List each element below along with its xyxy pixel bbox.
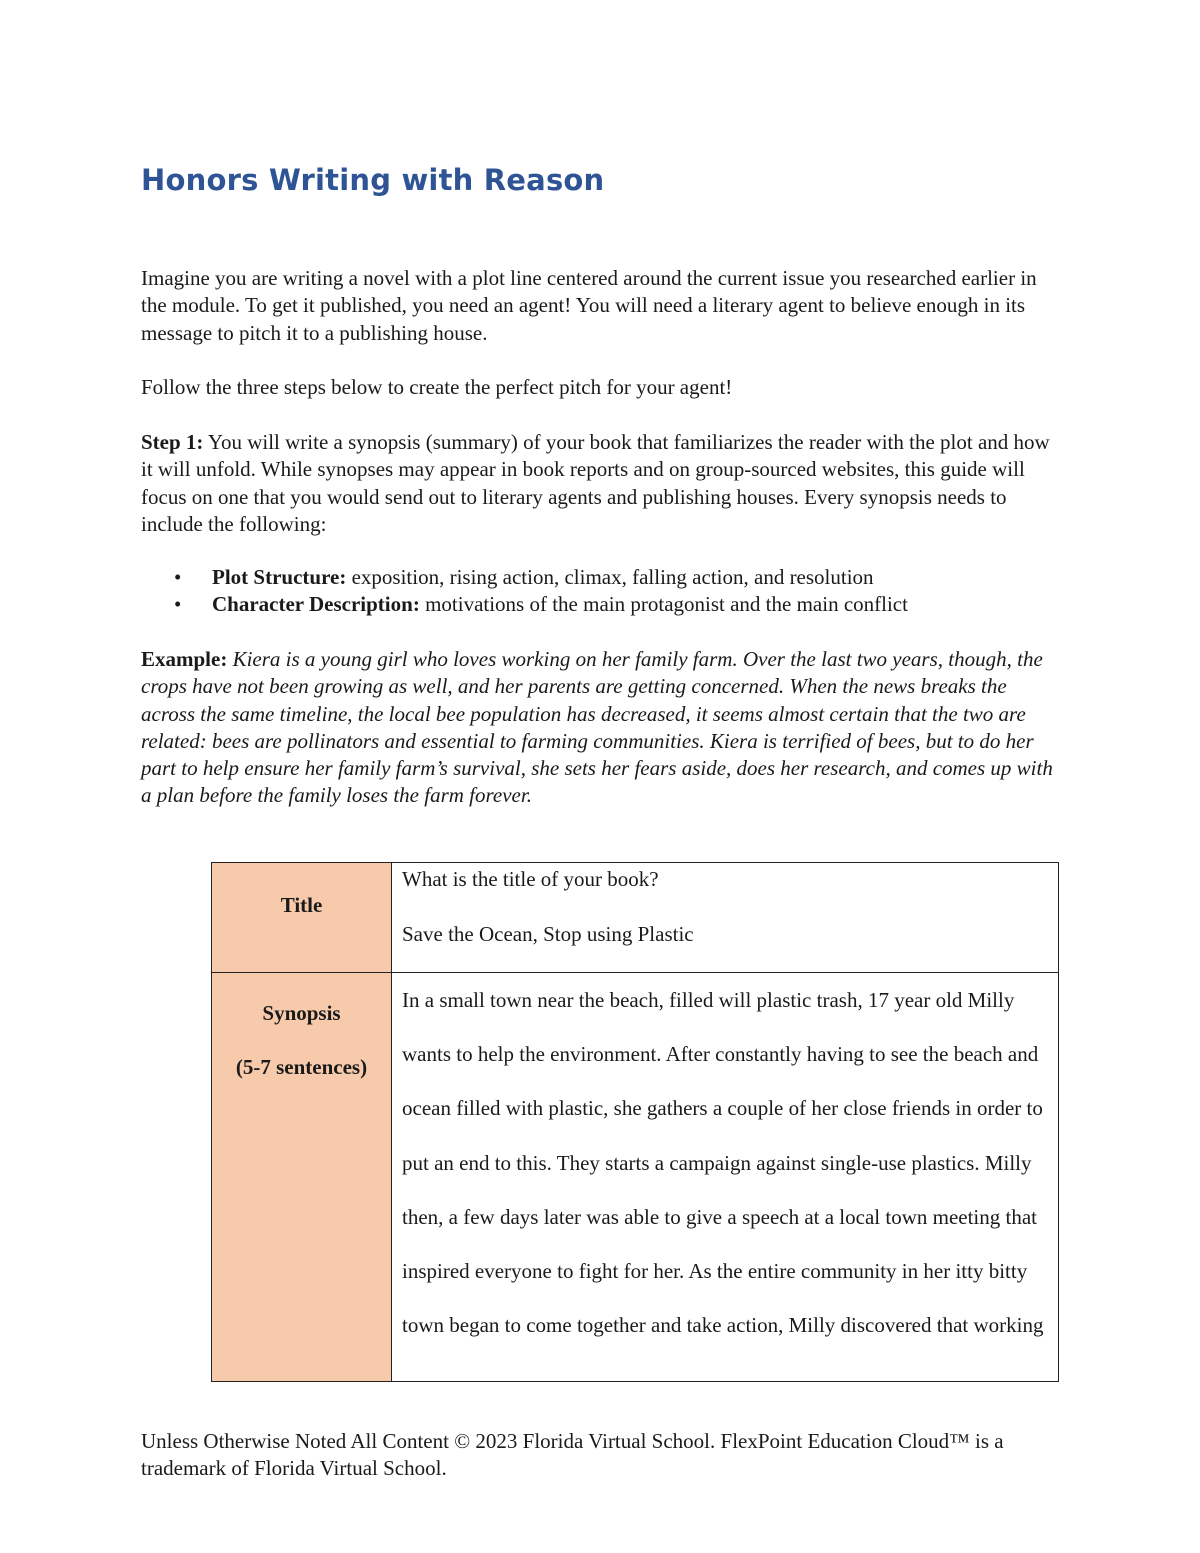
step-1-text: You will write a synopsis (summary) of your book that familiarizes the reader with the plot and how it will unfold. While synopses may appear in book reports and on group-sourced websites, this guide will focus on one that you would send out to literary agents and publishing houses. Every synopsis needs to include the following:	[141, 430, 1050, 536]
title-answer-cell[interactable]	[392, 863, 1059, 973]
copyright-footer: Unless Otherwise Noted All Content © 2023 Florida Virtual School. FlexPoint Education Cloud™ is a trademark of Florida Virtual School.	[141, 1429, 1004, 1481]
instructions-paragraph: Follow the three steps below to create the perfect pitch for your agent!	[141, 375, 733, 399]
synopsis-label: Synopsis	[262, 1001, 341, 1025]
step-1-label: Step 1:	[141, 430, 204, 454]
table-row	[212, 863, 1059, 973]
bullet-icon: •	[174, 565, 182, 589]
bullet-icon: •	[174, 592, 182, 617]
list-item-text: exposition, rising action, climax, falling action, and resolution	[346, 565, 874, 589]
intro-paragraph: Imagine you are writing a novel with a plot line centered around the current issue you researched earlier in the module. To get it published, you need an agent! You will need a literary agent to believe enough in its message to pitch it to a publishing house.	[141, 266, 1037, 345]
pitch-table	[211, 862, 1059, 1382]
title-answer[interactable]: Save the Ocean, Stop using Plastic	[402, 922, 694, 946]
list-item	[141, 564, 1061, 591]
list-item-text: motivations of the main protagonist and the main conflict	[419, 592, 908, 617]
synopsis-answer[interactable]: In a small town near the beach, filled will plastic trash, 17 year old Milly wants to help the environment. After constantly having to see the beach and ocean filled with plastic, she gathers a couple of her close friends in order to put an end to this. They starts a campaign against single-use plastics. Milly then, a few days later was able to give a speech at a local town meeting that inspired everyone to fight for her. As the entire community in her itty bitty town began to come together and take action, Milly discovered that working	[402, 988, 1044, 1338]
table-row	[212, 973, 1059, 1382]
synopsis-sublabel: (5-7 sentences)	[235, 1055, 368, 1079]
title-question: What is the title of your book?	[402, 867, 659, 891]
requirements-list	[141, 564, 1061, 619]
list-item	[141, 591, 1061, 618]
example-text: Kiera is a young girl who loves working on her family farm. Over the last two years, though, the crops have not been growing as well, and her parents are getting concerned. When the news breaks the across the same timeline, the local bee population has decreased, it seems almost certain that the two are related: bees are pollinators and essential to farming communities. Kiera is terrified of bees, but to do her part to help ensure her family farm’s survival, she sets her fears aside, does her research, and comes up with a plan before the family loses the farm forever.	[141, 647, 1053, 808]
synopsis-answer-cell[interactable]	[392, 973, 1059, 1382]
document-heading: Honors Writing with Reason	[141, 163, 605, 197]
step-1-paragraph	[141, 429, 1061, 538]
title-label: Title	[280, 893, 323, 917]
synopsis-label-cell	[212, 973, 392, 1382]
list-item-label: Plot Structure:	[212, 565, 347, 589]
title-label-cell	[212, 863, 392, 973]
list-item-label: Character Description:	[212, 592, 420, 617]
example-label: Example:	[141, 647, 228, 671]
example-paragraph	[141, 646, 1061, 810]
